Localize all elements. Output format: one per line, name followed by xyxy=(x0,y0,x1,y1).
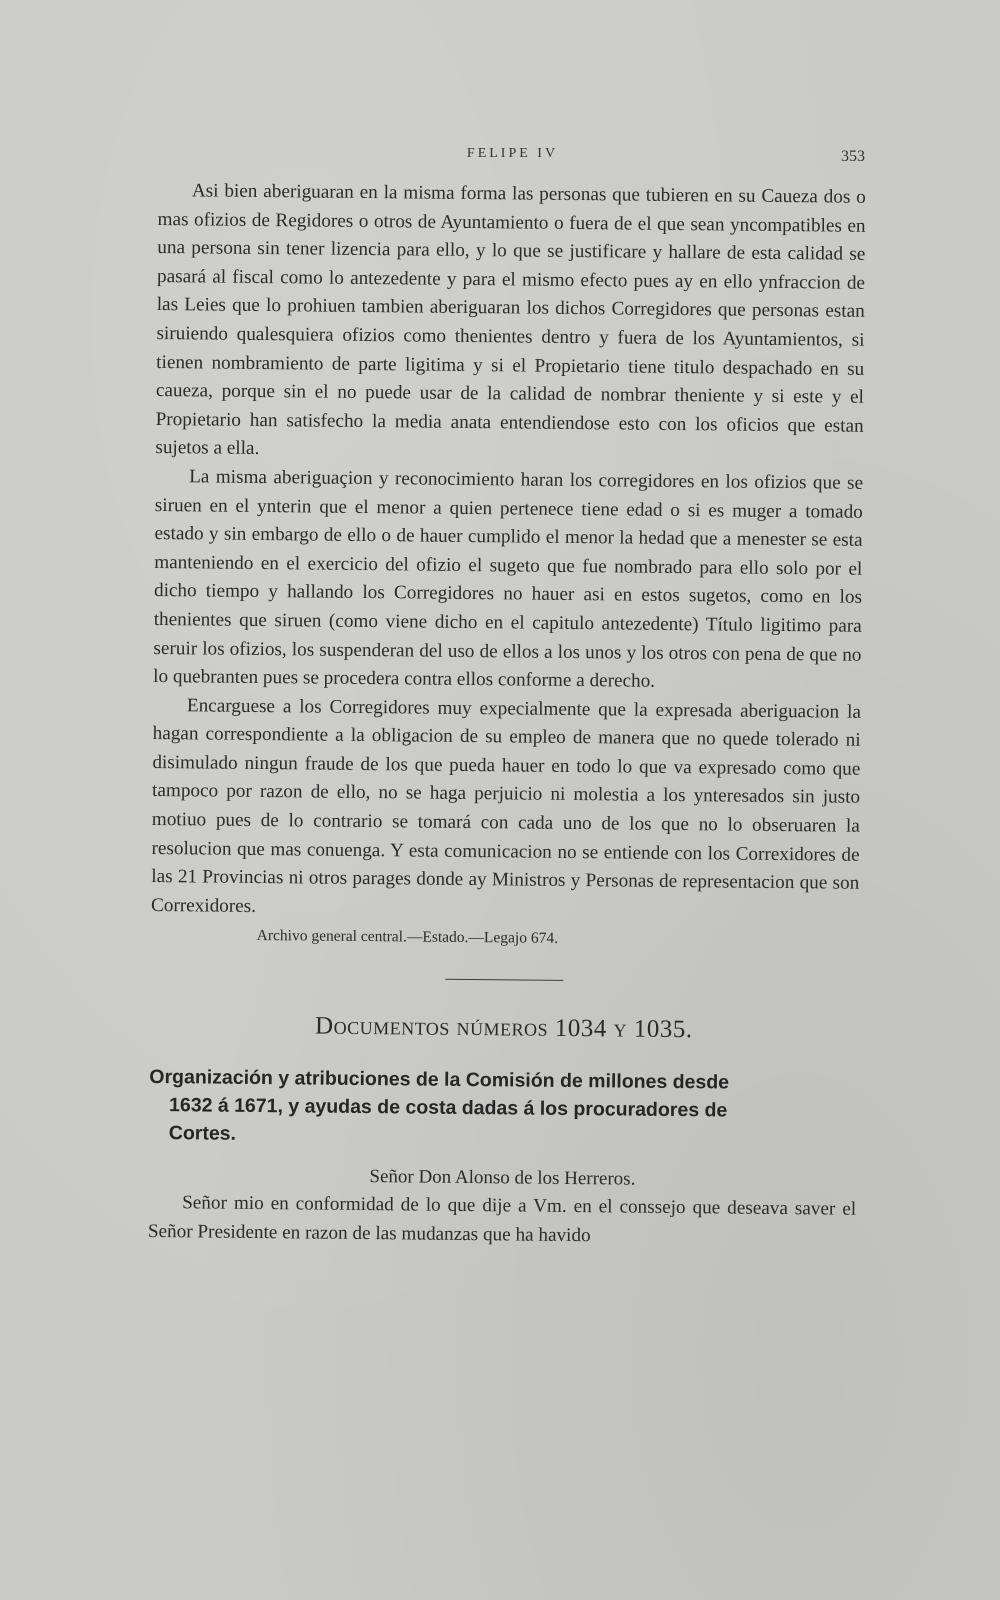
section-divider xyxy=(445,979,563,981)
running-head: FELIPE IV xyxy=(466,146,559,161)
paragraph: Encarguese a los Corregidores muy expecialmente que la expresada aberiguacion la hagan correspondiente a la obligacion de su empleo de manera que no quede tolerado ni disimulado ningun fraude de los que pueda hauer en todo lo que va expresado como que tampoco por razon de ello, no se haga perjuicio ni molestia a los ynteresados sin justo motiuo pues de lo contrario se tomará con cada uno de los que no lo obseruaren la resolucion que mas conuenga. Y esta comunicacion no se entiende con los Correxidores de las 21 Provincias ni otros parages donde ay Ministros y Personas de representacion que son Correxidores. xyxy=(150,694,861,917)
document-heading: Documentos números 1034 y 1035. xyxy=(314,1012,693,1044)
document-title-line: Organización y atribuciones de la Comisión de millones desde xyxy=(149,1066,730,1094)
document-title xyxy=(149,1063,858,1154)
paragraph: Asi bien aberiguaran en la misma forma las personas que tubieren en su Caueza dos o mas ofizios de Regidores o otros de Ayuntamiento o fuera de el que sean yncompatibles en una persona sin tener lizencia para ello, y lo que se justificare y hallare de esta calidad se pasará al fiscal como lo antezedente y para el mismo efecto pues ay en ello ynfraccion de las Leies que lo prohiuen tambien aberiguaran los dichos Corregidores que personas estan siruiendo qualesquiera ofizios como thenientes dentro y fuera de los Ayuntamientos, si tienen nombramiento de parte ligitima y si el Propietario tiene titulo despachado en su caueza, porque sin el no puede usar de la calidad de nombrar theniente y si este y el Propietario han satisfecho la media anata entendiendose esto con los oficios que estan sujetos a ella. xyxy=(155,180,866,460)
page-number: 353 xyxy=(841,148,865,165)
archive-citation: Archivo general central.—Estado.—Legajo 674. xyxy=(256,927,559,948)
paragraph: La misma aberiguaçion y reconocimiento haran los corregidores en los ofizios que se siruen en el ynterin que el menor a quien pertenece tiene edad o si es muger a tomado estado y sin embargo de ello o de hauer cumplido el menor la hedad que a menester se esta manteniendo en el exercicio del ofizio el sugeto que fue nombrado para ello solo por el dicho tiempo y hallando los Corregidores no hauer asi en estos sugetos, como en los thenientes que siruen (como viene dicho en el capitulo antezedente) Título ligitimo para seruir los ofizios, los suspenderan del uso de ellos a los unos y los otros con pena de que no lo quebranten pues se procedera contra ellos conforme a derecho. xyxy=(153,466,864,692)
document-title-line: 1632 á 1671, y ayudas de costa dadas á los procuradores de xyxy=(168,1094,728,1122)
document-title-line: Cortes. xyxy=(168,1122,237,1146)
letter-addressee: Señor Don Alonso de los Herreros. xyxy=(369,1166,636,1191)
page-header xyxy=(160,146,865,170)
letter-text: Señor mio en conformidad de lo que dije a Vm. en el conssejo que deseava saver el Señor Presidente en razon de las mudanzas que ha havido xyxy=(147,1192,857,1247)
page-body xyxy=(148,177,866,1253)
